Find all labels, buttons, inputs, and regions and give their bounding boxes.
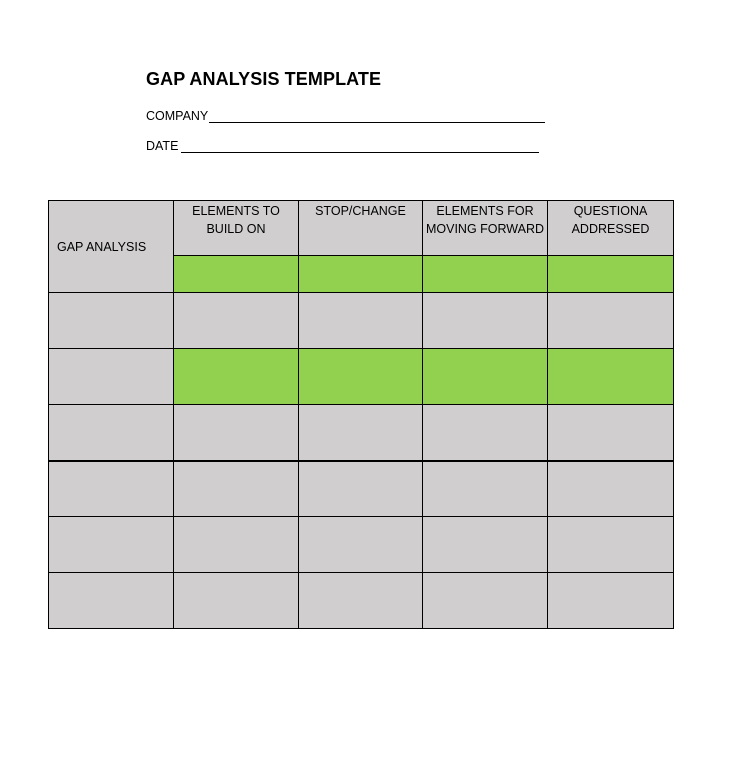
table-cell[interactable] — [423, 573, 548, 629]
table-cell[interactable] — [49, 349, 174, 405]
table-cell[interactable] — [548, 461, 674, 517]
table-row — [49, 293, 674, 349]
company-input-line[interactable] — [209, 108, 545, 123]
table-row — [49, 349, 674, 405]
table-cell[interactable] — [299, 405, 423, 461]
table-cell[interactable] — [548, 349, 674, 405]
table-cell[interactable] — [299, 293, 423, 349]
table-cell[interactable] — [423, 293, 548, 349]
company-label: COMPANY — [146, 109, 209, 123]
table-cell[interactable] — [299, 573, 423, 629]
table-cell[interactable] — [299, 461, 423, 517]
table-cell[interactable] — [174, 573, 299, 629]
table-cell[interactable] — [174, 256, 299, 293]
table-cell[interactable] — [423, 461, 548, 517]
table-row — [49, 517, 674, 573]
column-header-elements-to-build-on: ELEMENTS TO BUILD ON — [174, 201, 299, 256]
date-input-line[interactable] — [181, 138, 539, 153]
table-cell[interactable] — [174, 517, 299, 573]
table-row — [49, 573, 674, 629]
row-header-gap-analysis: GAP ANALYSIS — [49, 201, 174, 293]
document-title: GAP ANALYSIS TEMPLATE — [146, 69, 382, 89]
column-header-questions-addressed: QUESTIONA ADDRESSED — [548, 201, 674, 256]
table-cell[interactable] — [49, 461, 174, 517]
table-cell[interactable] — [49, 293, 174, 349]
table-cell[interactable] — [423, 256, 548, 293]
table-cell[interactable] — [174, 461, 299, 517]
table-cell[interactable] — [548, 293, 674, 349]
table-cell[interactable] — [49, 517, 174, 573]
date-label: DATE — [146, 139, 179, 153]
table-cell[interactable] — [49, 573, 174, 629]
table-cell[interactable] — [548, 573, 674, 629]
table-header-row — [49, 201, 674, 256]
table-cell[interactable] — [423, 405, 548, 461]
company-field — [146, 108, 545, 123]
gap-analysis-table — [48, 200, 674, 629]
table-cell[interactable] — [548, 405, 674, 461]
table-cell[interactable] — [548, 256, 674, 293]
table-cell[interactable] — [299, 256, 423, 293]
table-row — [49, 461, 674, 517]
date-field — [146, 138, 539, 153]
column-header-elements-for-moving-forward: ELEMENTS FOR MOVING FORWARD — [423, 201, 548, 256]
table-cell[interactable] — [423, 349, 548, 405]
table-cell[interactable] — [174, 293, 299, 349]
table-row — [49, 405, 674, 461]
column-header-stop-change: STOP/CHANGE — [299, 201, 423, 256]
table-cell[interactable] — [174, 349, 299, 405]
table-cell[interactable] — [174, 405, 299, 461]
table-cell[interactable] — [49, 405, 174, 461]
table-cell[interactable] — [423, 517, 548, 573]
table-cell[interactable] — [299, 349, 423, 405]
table-cell[interactable] — [299, 517, 423, 573]
table-cell[interactable] — [548, 517, 674, 573]
